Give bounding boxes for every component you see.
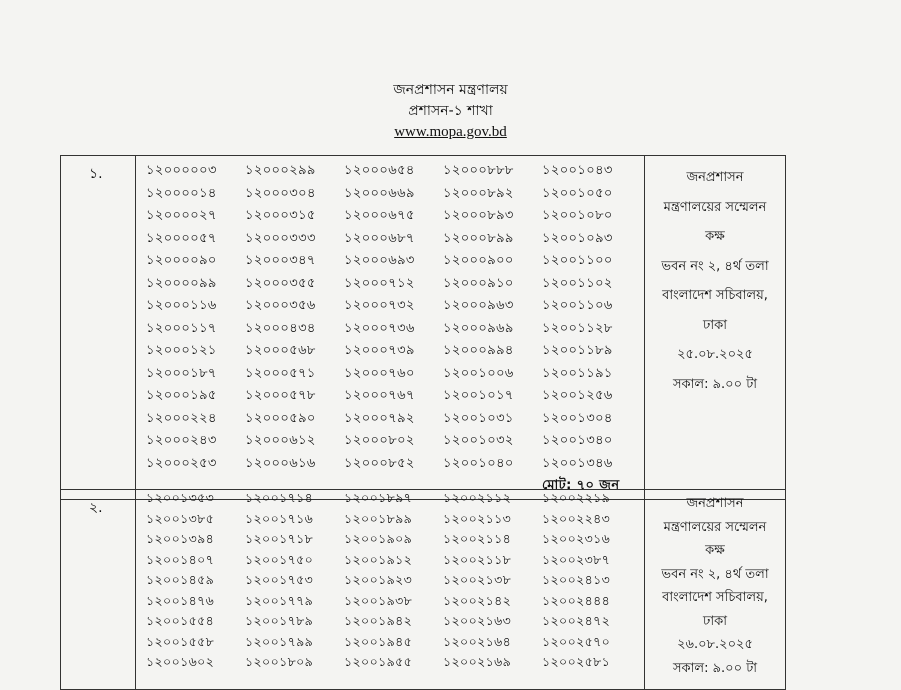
roll-number: ১২০০০৭৩২ (344, 298, 415, 313)
venue-line: জনপ্রশাসন (686, 170, 744, 185)
roll-number: ১২০০২৪১৩ (542, 572, 611, 587)
roll-number-grid (136, 156, 644, 499)
roll-number: ১২০০০০৯৯ (146, 275, 217, 291)
roll-number: ১২০০১৪৫৯ (146, 572, 215, 587)
roll-number: ১২০০১৩৪৬ (542, 455, 613, 471)
venue-line: সকাল: ৯.০০ টা (672, 376, 758, 392)
roll-number: ১২০০০৬৬৯ (344, 185, 415, 201)
roll-number: ১২০০১৭৯৯ (245, 633, 314, 649)
venue-line: ভবন নং ২, ৪র্থ তলা (661, 258, 769, 274)
roll-number: ১২০০১৯৪২ (344, 613, 413, 628)
roll-number: ১২০০০৮৯৯ (443, 230, 514, 246)
roll-number: ১২০০২৩১৬ (542, 531, 611, 546)
roll-number: ১২০০১৮০৯ (245, 654, 314, 669)
roll-number: ১২০০২১৩৮ (443, 572, 512, 587)
roll-number: ১২০০১৮৯৭ (344, 490, 413, 505)
roll-number: ১২০০০৭১২ (344, 275, 415, 291)
roll-number: ১২০০১৭৫০ (245, 551, 314, 567)
roll-number: ১২০০০৯১০ (443, 275, 514, 291)
roll-number: ১২০০১২৫৬ (542, 388, 613, 403)
roll-number: ১২০০১১০০ (542, 253, 613, 268)
roll-number: ১২০০১৩৮৫ (146, 510, 215, 526)
roll-number: ১২০০০৫৭৮ (245, 388, 316, 403)
roll-number: ১২০০১১২৮ (542, 320, 613, 336)
roll-number: ১২০০১৯১২ (344, 551, 413, 567)
roll-number: ১২০০০৯০০ (443, 253, 514, 268)
roll-number: ১২০০০১১৬ (146, 298, 217, 313)
venue-line: ঢাকা (703, 613, 727, 629)
roll-number: ১২০০০১২১ (146, 343, 217, 358)
branch-title: প্রশাসন-১ শাখা (408, 103, 493, 119)
roll-number: ১২০০১৫৫৮ (146, 633, 215, 649)
roll-number: ১২০০১৯৪৫ (344, 633, 413, 649)
roll-number: ১২০০১৭১৮ (245, 531, 314, 546)
roll-number: ১২০০২২৪৩ (542, 510, 611, 526)
roll-number: ১২০০০৭৩৬ (344, 320, 415, 336)
roll-number: ১২০০১৪৭৬ (146, 592, 215, 608)
roll-number: ১২০০১৯৩৮ (344, 592, 413, 608)
roll-number: ১২০০২১১৩ (443, 510, 512, 526)
roll-number: ১২০০০৫৯০ (245, 410, 316, 426)
roll-number: ১২০০১০৮০ (542, 208, 613, 223)
roll-number: ১২০০১০৪৩ (542, 163, 613, 178)
roll-number: ১২০০০৯৬৩ (443, 298, 514, 313)
roll-number: ১২০০০৩৫৬ (245, 298, 316, 313)
roll-number-grid (136, 490, 644, 675)
website-link[interactable]: www.mopa.gov.bd (394, 124, 507, 140)
roll-number: ১২০০১৮৯৯ (344, 510, 413, 526)
roll-number: ১২০০১৯২৩ (344, 572, 413, 587)
serial-number: ২. (61, 490, 136, 690)
roll-numbers (136, 490, 645, 690)
roll-number: ১২০০২১৬৪ (443, 633, 512, 649)
venue-line: সকাল: ৯.০০ টা (672, 660, 758, 676)
roll-number: ১২০০০৭৯২ (344, 410, 415, 426)
roll-number: ১২০০১১৮৯ (542, 343, 613, 358)
exam-table-group-1 (60, 155, 786, 500)
roll-number: ১২০০২১১৪ (443, 531, 512, 546)
roll-number: ১২০০১০০৬ (443, 365, 514, 381)
roll-number: ১২০০১৭৮৯ (245, 613, 314, 628)
roll-number: ১২০০২১৬৩ (443, 613, 512, 628)
roll-number: ১২০০০৬১৬ (245, 455, 316, 471)
roll-number: ১২০০০৯৯৪ (443, 343, 514, 358)
roll-number: ১২০০২৪৪৪ (542, 592, 611, 608)
document-header (0, 80, 901, 143)
roll-number: ১২০০০৩০৪ (245, 185, 316, 201)
roll-number: ১২০০০৯৬৯ (443, 320, 514, 336)
roll-number: ১২০০১৯০৯ (344, 531, 413, 546)
roll-number: ১২০০০৩৫৫ (245, 275, 316, 291)
roll-number: ১২০০২১৪২ (443, 592, 512, 608)
roll-number: ১২০০০১৮৭ (146, 365, 217, 381)
roll-number: ১২০০০৭৬০ (344, 365, 415, 381)
roll-number: ১২০০০৫৬৮ (245, 343, 316, 358)
roll-number: ১২০০০৮৯২ (443, 185, 514, 201)
venue-info (645, 490, 785, 680)
roll-number: ১২০০১০৯৩ (542, 230, 613, 246)
roll-number: ১২০০০২২৪ (146, 410, 217, 426)
roll-number: ১২০০০১৯৫ (146, 388, 217, 403)
roll-number: ১২০০০৮০২ (344, 433, 415, 448)
roll-number: ১২০০১৭৫৩ (245, 572, 314, 587)
roll-number: ১২০০২২১৯ (542, 490, 611, 505)
roll-number: ১২০০১৪০৭ (146, 551, 215, 567)
roll-number: ১২০০১০৩১ (443, 410, 514, 426)
venue-cell (645, 490, 786, 690)
roll-number: ১২০০১০৫০ (542, 185, 613, 201)
roll-number: ১২০০০৬৫৪ (344, 163, 415, 178)
roll-number: ১২০০১৭১৬ (245, 510, 314, 526)
roll-number: ১২০০১৩৫৩ (146, 490, 215, 505)
roll-number: ১২০০১১৯১ (542, 365, 613, 381)
venue-line: ২৬.০৮.২০২৫ (677, 637, 753, 652)
venue-line: কক্ষ (705, 229, 725, 244)
venue-line: মন্ত্রণালয়ের সম্মেলন (663, 199, 767, 215)
roll-number: ১২০০০২৯৯ (245, 163, 316, 178)
venue-line: কক্ষ (705, 543, 725, 558)
roll-number: ১২০০০১১৭ (146, 320, 217, 336)
roll-number: ১২০০০৭৩৯ (344, 343, 415, 358)
roll-number: ১২০০০৮৫২ (344, 455, 415, 471)
roll-number: ১২০০১৫৫৪ (146, 613, 215, 628)
roll-number: ১২০০০২৫৩ (146, 455, 217, 471)
roll-number: ১২০০০৩৩৩ (245, 230, 316, 246)
roll-number: ১২০০১০৪০ (443, 455, 514, 471)
roll-number: ১২০০০৫৭১ (245, 365, 316, 381)
roll-number: ১২০০০০৫৭ (146, 230, 217, 246)
roll-number: ১২০০১৩০৪ (542, 410, 613, 426)
roll-number: ১২০০২১১৮ (443, 551, 512, 567)
group-row (61, 156, 786, 500)
venue-cell (645, 156, 786, 500)
roll-number: ১২০০২৪৭২ (542, 613, 611, 628)
roll-number: ১২০০১৯৫৫ (344, 654, 413, 669)
roll-number: ১২০০০২৪৩ (146, 433, 217, 448)
exam-table-group-2 (60, 489, 786, 690)
venue-line: ঢাকা (703, 317, 727, 333)
serial-number: ১. (61, 156, 136, 500)
roll-number: ১২০০২১৬৯ (443, 654, 512, 669)
roll-number: ১২০০১৭১৪ (245, 490, 314, 505)
roll-number: ১২০০১০১৭ (443, 388, 514, 403)
roll-number: ১২০০১৩৪০ (542, 433, 613, 448)
venue-line: বাংলাদেশ সচিবালয়, (662, 288, 768, 303)
roll-number: ১২০০২৩৮৭ (542, 551, 611, 567)
roll-number: ১২০০০৬৭৫ (344, 208, 415, 223)
venue-line: জনপ্রশাসন (686, 496, 744, 511)
venue-line: ভবন নং ২, ৪র্থ তলা (661, 566, 769, 582)
roll-number: ১২০০১১০৬ (542, 298, 613, 313)
roll-number: ১২০০০৬৯৩ (344, 253, 415, 268)
roll-number: ১২০০০৮৯৩ (443, 208, 514, 223)
venue-line: ২৫.০৮.২০২৫ (677, 347, 753, 362)
roll-number: ১২০০০০১৪ (146, 185, 217, 201)
roll-number: ১২০০১৩৯৪ (146, 531, 215, 546)
roll-number: ১২০০১৭৭৯ (245, 592, 314, 608)
roll-number: ১২০০১৬০২ (146, 654, 215, 669)
ministry-title: জনপ্রশাসন মন্ত্রণালয় (393, 82, 508, 98)
roll-number: ১২০০২৫৮১ (542, 654, 611, 669)
roll-numbers (136, 156, 645, 500)
roll-number: ১২০০০৩১৫ (245, 208, 316, 223)
roll-number: ১২০০০৬৮৭ (344, 230, 415, 246)
roll-number: ১২০০১১০২ (542, 275, 613, 291)
roll-number: ১২০০০৮৮৮ (443, 163, 514, 178)
venue-line: বাংলাদেশ সচিবালয়, (662, 590, 768, 605)
roll-number: ১২০০০০২৭ (146, 208, 217, 223)
group-total: মোট: ৭০ জন (542, 478, 620, 493)
group-row (61, 490, 786, 690)
roll-number: ১২০০২৫৭০ (542, 633, 611, 649)
roll-number: ১২০০০৩৪৭ (245, 253, 316, 268)
roll-number: ১২০০১০৩২ (443, 433, 514, 448)
roll-number: ১২০০২১১২ (443, 490, 512, 505)
roll-number: ১২০০০৬১২ (245, 433, 316, 448)
roll-number: ১২০০০০৯০ (146, 253, 217, 268)
venue-line: মন্ত্রণালয়ের সম্মেলন (663, 519, 767, 535)
roll-number: ১২০০০০০৩ (146, 163, 217, 178)
roll-number: ১২০০০৪৩৪ (245, 320, 316, 336)
venue-info (645, 156, 785, 399)
roll-number: ১২০০০৭৬৭ (344, 388, 415, 403)
